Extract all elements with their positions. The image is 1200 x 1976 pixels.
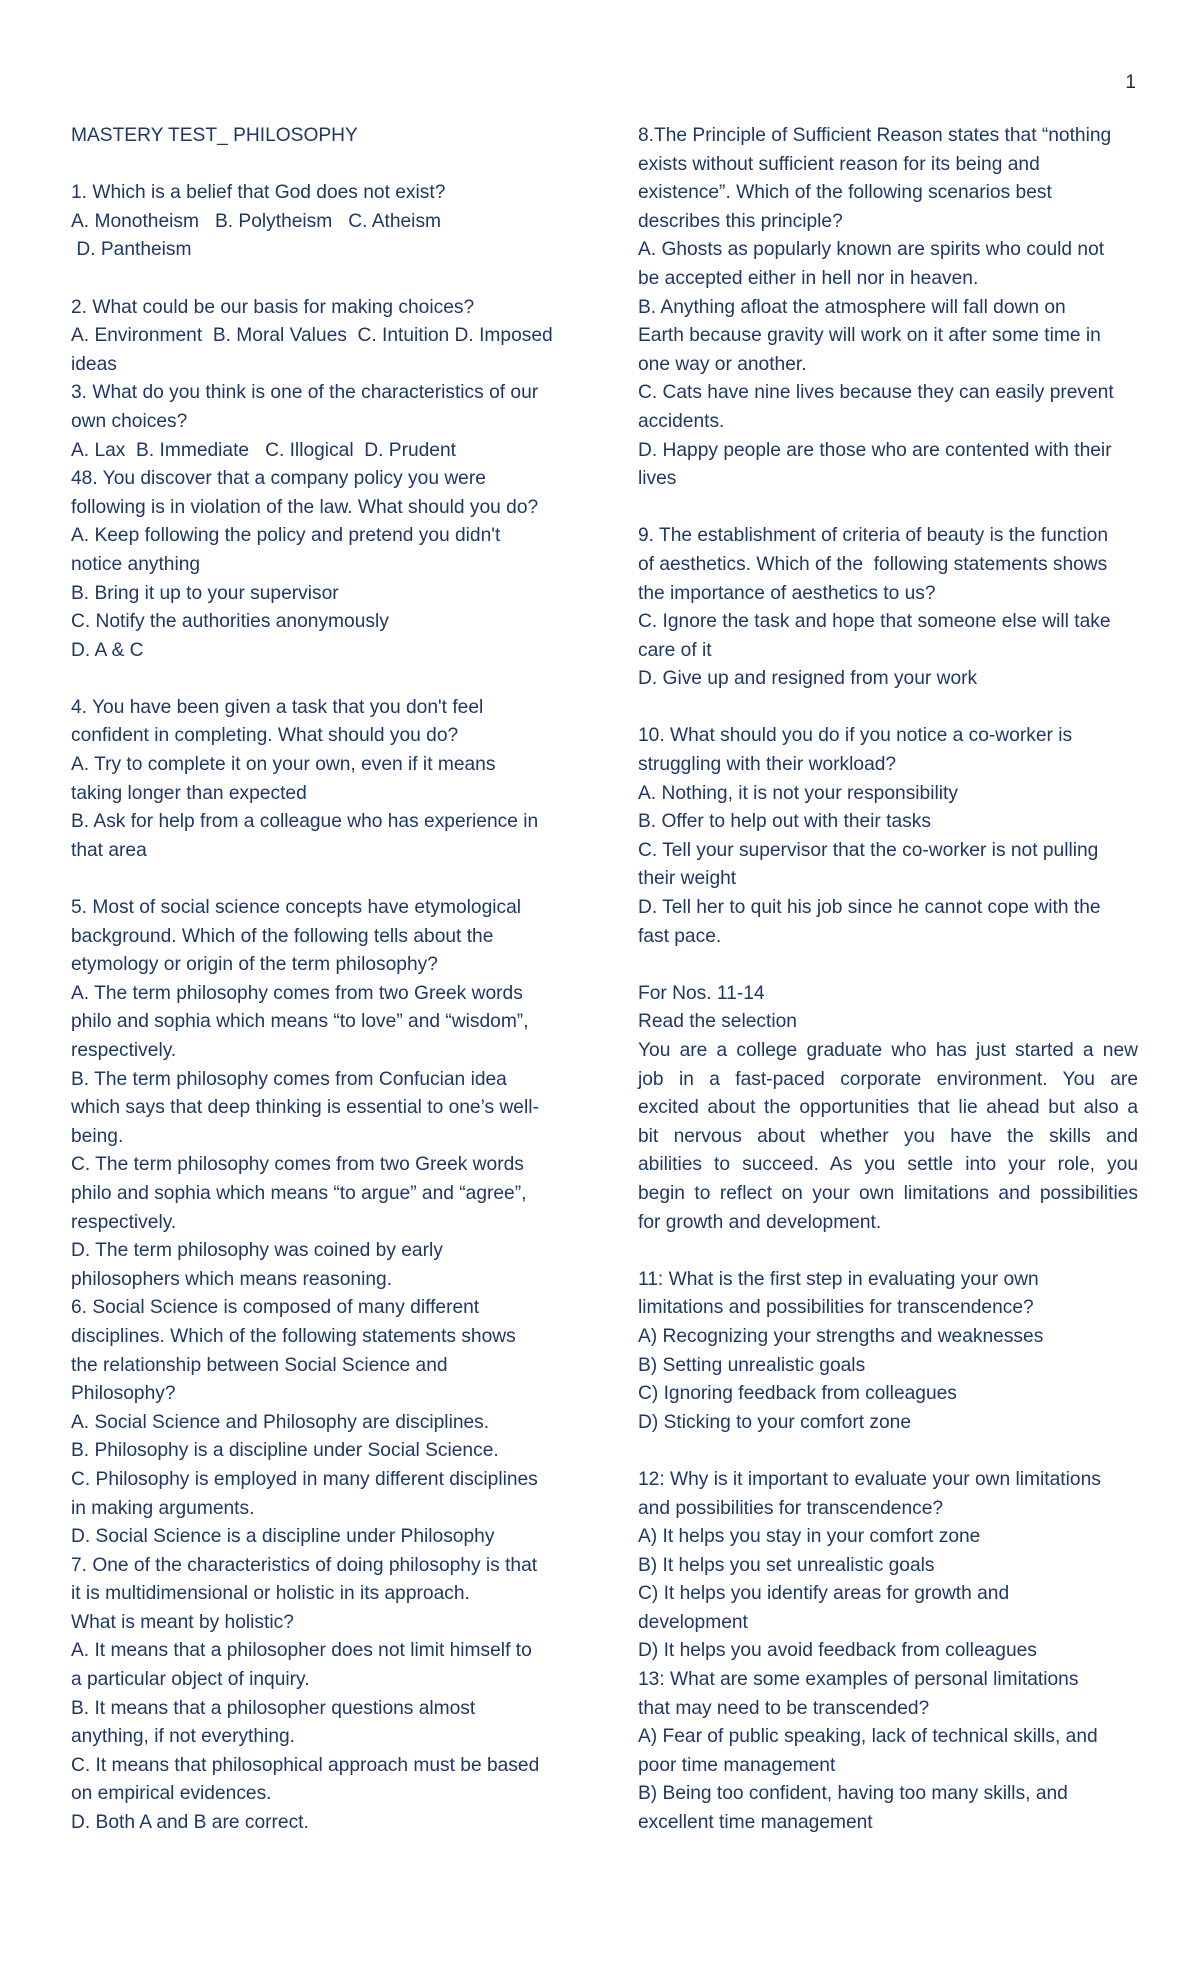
text-line: A. The term philosophy comes from two Greek words — [71, 982, 523, 1004]
text-line: B. Ask for help from a colleague who has experience in — [71, 811, 539, 833]
blank-line — [638, 1437, 1138, 1466]
text-line: 8.The Principle of Sufficient Reason states that “nothing — [638, 125, 1112, 146]
text-line: C. It means that philosophical approach must be based — [71, 1754, 540, 1776]
text-line: B. Bring it up to your supervisor — [71, 582, 339, 604]
blank-line — [638, 694, 1138, 723]
text-line: it is multidimensional or holistic in its approach. — [71, 1583, 470, 1605]
text-line: accidents. — [638, 410, 725, 432]
text-line: struggling with their workload? — [638, 754, 897, 776]
text-line: B. The term philosophy comes from Confucian idea — [71, 1068, 507, 1090]
text-line: Earth because gravity will work on it after some time in — [638, 325, 1101, 347]
text-line: B. It means that a philosopher questions almost — [71, 1697, 476, 1719]
text-line: B) Being too confident, having too many skills, and — [638, 1783, 1068, 1805]
text-line: for growth and development. — [638, 1211, 882, 1233]
blank-line — [638, 494, 1138, 523]
text-line: 2. What could be our basis for making choices? — [71, 296, 475, 318]
text-line: 9. The establishment of criteria of beauty is the function — [638, 525, 1108, 547]
text-line: care of it — [638, 639, 712, 661]
text-line: begin to reflect on your own limitations and possibilities — [638, 1182, 1138, 1204]
text-line: 13: What are some examples of personal limitations — [638, 1669, 1079, 1691]
blank-line — [71, 865, 571, 894]
text-line: poor time management — [638, 1754, 836, 1776]
text-line: D. Happy people are those who are contented with their — [638, 439, 1112, 461]
blank-line — [71, 151, 571, 180]
text-line: notice anything — [71, 553, 201, 575]
text-line: be accepted either in hell nor in heaven. — [638, 267, 979, 289]
text-line: one way or another. — [638, 353, 807, 375]
text-line: B. Anything afloat the atmosphere will fall down on — [638, 296, 1066, 318]
text-line: B. Philosophy is a discipline under Social Science. — [71, 1440, 499, 1462]
text-line: 3. What do you think is one of the characteristics of our — [71, 382, 539, 404]
text-line: A. Monotheism B. Polytheism C. Atheism — [71, 210, 442, 232]
text-line: A. It means that a philosopher does not limit himself to — [71, 1640, 532, 1662]
text-line: of aesthetics. Which of the following statements shows — [638, 553, 1108, 575]
text-line: taking longer than expected — [71, 782, 307, 804]
text-line: 1. Which is a belief that God does not exist? — [71, 182, 446, 204]
text-line: Read the selection — [638, 1011, 797, 1033]
text-line: D. Tell her to quit his job since he cannot cope with the — [638, 897, 1101, 919]
text-line: exists without sufficient reason for its being and — [638, 153, 1040, 175]
text-line: existence”. Which of the following scenarios best — [638, 182, 1052, 204]
text-line: C. Ignore the task and hope that someone else will take — [638, 611, 1111, 633]
text-line: C. Cats have nine lives because they can easily prevent — [638, 382, 1114, 404]
right-column — [638, 122, 1138, 1838]
text-line: You are a college graduate who has just started a new — [638, 1040, 1138, 1061]
text-line: excited about the opportunities that lie ahead but also a — [638, 1097, 1138, 1119]
text-line: on empirical evidences. — [71, 1783, 272, 1805]
text-line: D) Sticking to your comfort zone — [638, 1411, 911, 1433]
text-line: A. Keep following the policy and pretend you didn't — [71, 525, 501, 547]
text-line: D. A & C — [71, 639, 144, 661]
text-line: What is meant by holistic? — [71, 1611, 294, 1633]
text-line: anything, if not everything. — [71, 1726, 295, 1748]
text-line: the importance of aesthetics to us? — [638, 582, 936, 604]
text-line: C) Ignoring feedback from colleagues — [638, 1383, 957, 1405]
text-line: excellent time management — [638, 1812, 873, 1834]
text-line: A. Environment B. Moral Values C. Intuition D. Imposed — [71, 325, 553, 347]
text-line: describes this principle? — [638, 210, 843, 232]
text-line: A) Recognizing your strengths and weaknesses — [638, 1325, 1044, 1347]
text-line: a particular object of inquiry. — [71, 1669, 310, 1691]
text-line: own choices? — [71, 410, 188, 432]
text-line: limitations and possibilities for transcendence? — [638, 1297, 1034, 1319]
text-line: the relationship between Social Science and — [71, 1354, 448, 1376]
text-line: Philosophy? — [71, 1383, 176, 1405]
blank-line — [71, 265, 571, 294]
blank-line — [638, 1237, 1138, 1266]
text-line: which says that deep thinking is essential to one’s well- — [71, 1097, 539, 1119]
text-line: abilities to succeed. As you settle into your role, you — [638, 1154, 1138, 1176]
text-line: philo and sophia which means “to love” and “wisdom”, — [71, 1011, 529, 1033]
text-line: D. Give up and resigned from your work — [638, 668, 978, 690]
text-line: that may need to be transcended? — [638, 1697, 930, 1719]
text-line: 12: Why is it important to evaluate your own limitations — [638, 1468, 1101, 1490]
text-line: 48. You discover that a company policy you were — [71, 468, 486, 490]
page-number: 1 — [1125, 72, 1136, 93]
blank-line — [638, 951, 1138, 980]
text-line: C) It helps you identify areas for growth and — [638, 1583, 1010, 1605]
text-line: bit nervous about whether you have the skills and — [638, 1125, 1138, 1147]
text-line: B) Setting unrealistic goals — [638, 1354, 866, 1376]
text-line: D. The term philosophy was coined by early — [71, 1240, 443, 1262]
text-line: 5. Most of social science concepts have etymological — [71, 897, 522, 919]
blank-line — [71, 665, 571, 694]
text-line: 6. Social Science is composed of many different — [71, 1297, 480, 1319]
text-line: D) It helps you avoid feedback from colleagues — [638, 1640, 1037, 1662]
text-line: that area — [71, 839, 147, 861]
text-line: philosophers which means reasoning. — [71, 1268, 393, 1290]
text-line: confident in completing. What should you do? — [71, 725, 459, 747]
text-line: A) Fear of public speaking, lack of technical skills, and — [638, 1726, 1098, 1748]
text-line: ideas — [71, 353, 117, 375]
text-line: etymology or origin of the term philosophy? — [71, 954, 438, 976]
text-line: C. The term philosophy comes from two Greek words — [71, 1154, 524, 1176]
text-line: 4. You have been given a task that you don't feel — [71, 696, 484, 718]
text-line: C. Tell your supervisor that the co-worker is not pulling — [638, 839, 1099, 861]
text-line: D. Pantheism — [71, 239, 192, 261]
text-line: A. Nothing, it is not your responsibility — [638, 782, 958, 804]
text-line: 11: What is the first step in evaluating your own — [638, 1268, 1039, 1290]
left-column — [71, 122, 571, 1838]
text-line: 10. What should you do if you notice a co-worker is — [638, 725, 1073, 747]
text-line: lives — [638, 468, 677, 490]
text-line: 7. One of the characteristics of doing philosophy is that — [71, 1554, 538, 1576]
text-line: A. Lax B. Immediate C. Illogical D. Prudent — [71, 439, 456, 461]
text-line: C. Notify the authorities anonymously — [71, 611, 389, 633]
text-line: C. Philosophy is employed in many different disciplines — [71, 1468, 538, 1490]
text-line: B. Offer to help out with their tasks — [638, 811, 931, 833]
text-line: respectively. — [71, 1040, 177, 1061]
text-line: following is in violation of the law. What should you do? — [71, 496, 539, 518]
text-line: development — [638, 1611, 748, 1633]
text-line: disciplines. Which of the following statements shows — [71, 1325, 516, 1347]
text-line: being. — [71, 1125, 124, 1147]
text-line: job in a fast-paced corporate environment. You are — [638, 1068, 1138, 1090]
text-line: A. Ghosts as popularly known are spirits who could not — [638, 239, 1105, 261]
text-line: philo and sophia which means “to argue” and “agree”, — [71, 1182, 527, 1204]
text-line: For Nos. 11-14 — [638, 982, 765, 1004]
text-line: their weight — [638, 868, 737, 890]
text-line: and possibilities for transcendence? — [638, 1497, 944, 1519]
text-line: respectively. — [71, 1211, 177, 1233]
text-line: in making arguments. — [71, 1497, 255, 1519]
text-line: A. Try to complete it on your own, even if it means — [71, 754, 496, 776]
text-line: D. Both A and B are correct. — [71, 1812, 309, 1834]
text-line: B) It helps you set unrealistic goals — [638, 1554, 935, 1576]
text-line: fast pace. — [638, 925, 722, 947]
text-line: A) It helps you stay in your comfort zone — [638, 1526, 981, 1548]
text-line: background. Which of the following tells about the — [71, 925, 494, 947]
text-line: A. Social Science and Philosophy are disciplines. — [71, 1411, 490, 1433]
text-line: D. Social Science is a discipline under Philosophy — [71, 1526, 495, 1548]
text-line: MASTERY TEST_ PHILOSOPHY — [71, 125, 358, 146]
